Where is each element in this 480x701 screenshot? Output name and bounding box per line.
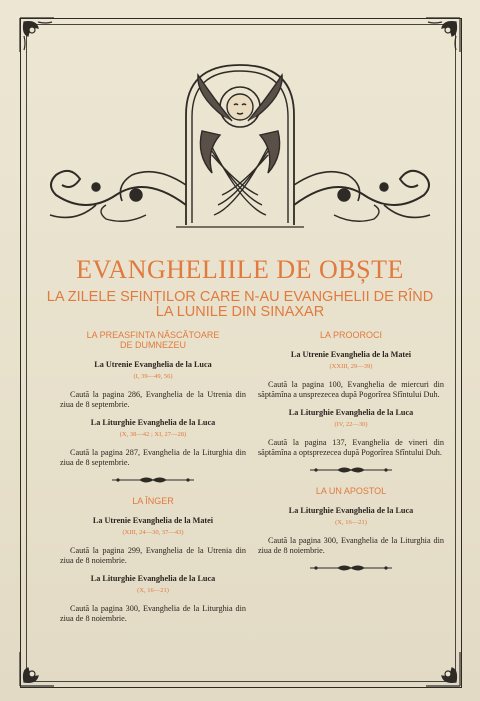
scripture-reference: (X, 38—42 ; XI, 27—28)	[119, 431, 187, 438]
section-heading: LA ÎNGER	[132, 496, 174, 506]
scripture-reference: (XXIII, 29—39)	[329, 363, 373, 370]
scripture-reference: (XIII, 24—30, 37—43)	[122, 529, 184, 536]
section-heading: LA UN APOSTOL	[315, 486, 387, 496]
corner-ornament-icon	[16, 648, 58, 690]
scripture-reference: (I, 39—49, 56)	[133, 373, 173, 380]
service-heading: La Liturghie Evanghelia de la Luca	[90, 574, 216, 583]
service-heading: La Utrenie Evanghelia de la Matei	[92, 516, 214, 525]
page-subtitle: LA ZILELE SFINȚILOR CARE N-AU EVANGHELII DE RÎND	[46, 289, 434, 305]
instruction-paragraph: Caută la pagina 299, Evanghelia de la Utrenia din ziua de 8 noiembrie.	[60, 546, 246, 565]
corner-ornament-icon	[422, 648, 464, 690]
page-title: EVANGHELIILE DE OBȘTE	[76, 255, 404, 284]
section-heading: LA PREASFINTA NĂSCĂTOARE DE DUMNEZEU	[86, 330, 220, 350]
scripture-reference: (IV, 22—30)	[334, 421, 368, 428]
section-heading: LA PROOROCI	[319, 330, 382, 340]
instruction-paragraph: Caută la pagina 286, Evanghelia de la Utrenia din ziua de 8 septembrie.	[60, 390, 246, 409]
page-subtitle: LA LUNILE DIN SINAXAR	[155, 304, 325, 320]
right-column	[258, 330, 444, 584]
left-column	[60, 330, 246, 632]
scripture-reference: (X, 16—21)	[335, 519, 367, 526]
corner-ornament-icon	[16, 14, 58, 56]
corner-ornament-icon	[422, 14, 464, 56]
seraph-vignette-icon	[36, 55, 444, 230]
service-heading: La Liturghie Evanghelia de la Luca	[90, 418, 216, 427]
ornamental-divider-icon	[110, 476, 196, 484]
instruction-paragraph: Caută la pagina 287, Evanghelia de la Liturghia din ziua de 8 septembrie.	[60, 448, 246, 467]
instruction-paragraph: Caută la pagina 300, Evanghelia de la Liturghia din ziua de 8 noiembrie.	[258, 536, 444, 555]
service-heading: La Utrenie Evanghelia de la Matei	[290, 350, 412, 359]
instruction-paragraph: Caută la pagina 100, Evanghelia de miercuri din săptămîna a unsprezecea după Pogorîrea Sfîntului Duh.	[258, 380, 444, 399]
scripture-reference: (X, 16—21)	[137, 587, 169, 594]
ornamental-divider-icon	[308, 564, 394, 572]
instruction-paragraph: Caută la pagina 137, Evanghelia de vineri din săptămîna a optsprezecea după Pogorîrea Sfîntului Duh.	[258, 438, 444, 457]
instruction-paragraph: Caută la pagina 300, Evanghelia de la Liturghia din ziua de 8 noiembrie.	[60, 604, 246, 623]
service-heading: La Utrenie Evanghelia de la Luca	[94, 360, 212, 369]
ornamental-divider-icon	[308, 466, 394, 474]
service-heading: La Liturghie Evanghelia de la Luca	[288, 506, 414, 515]
service-heading: La Liturghie Evanghelia de la Luca	[288, 408, 414, 417]
